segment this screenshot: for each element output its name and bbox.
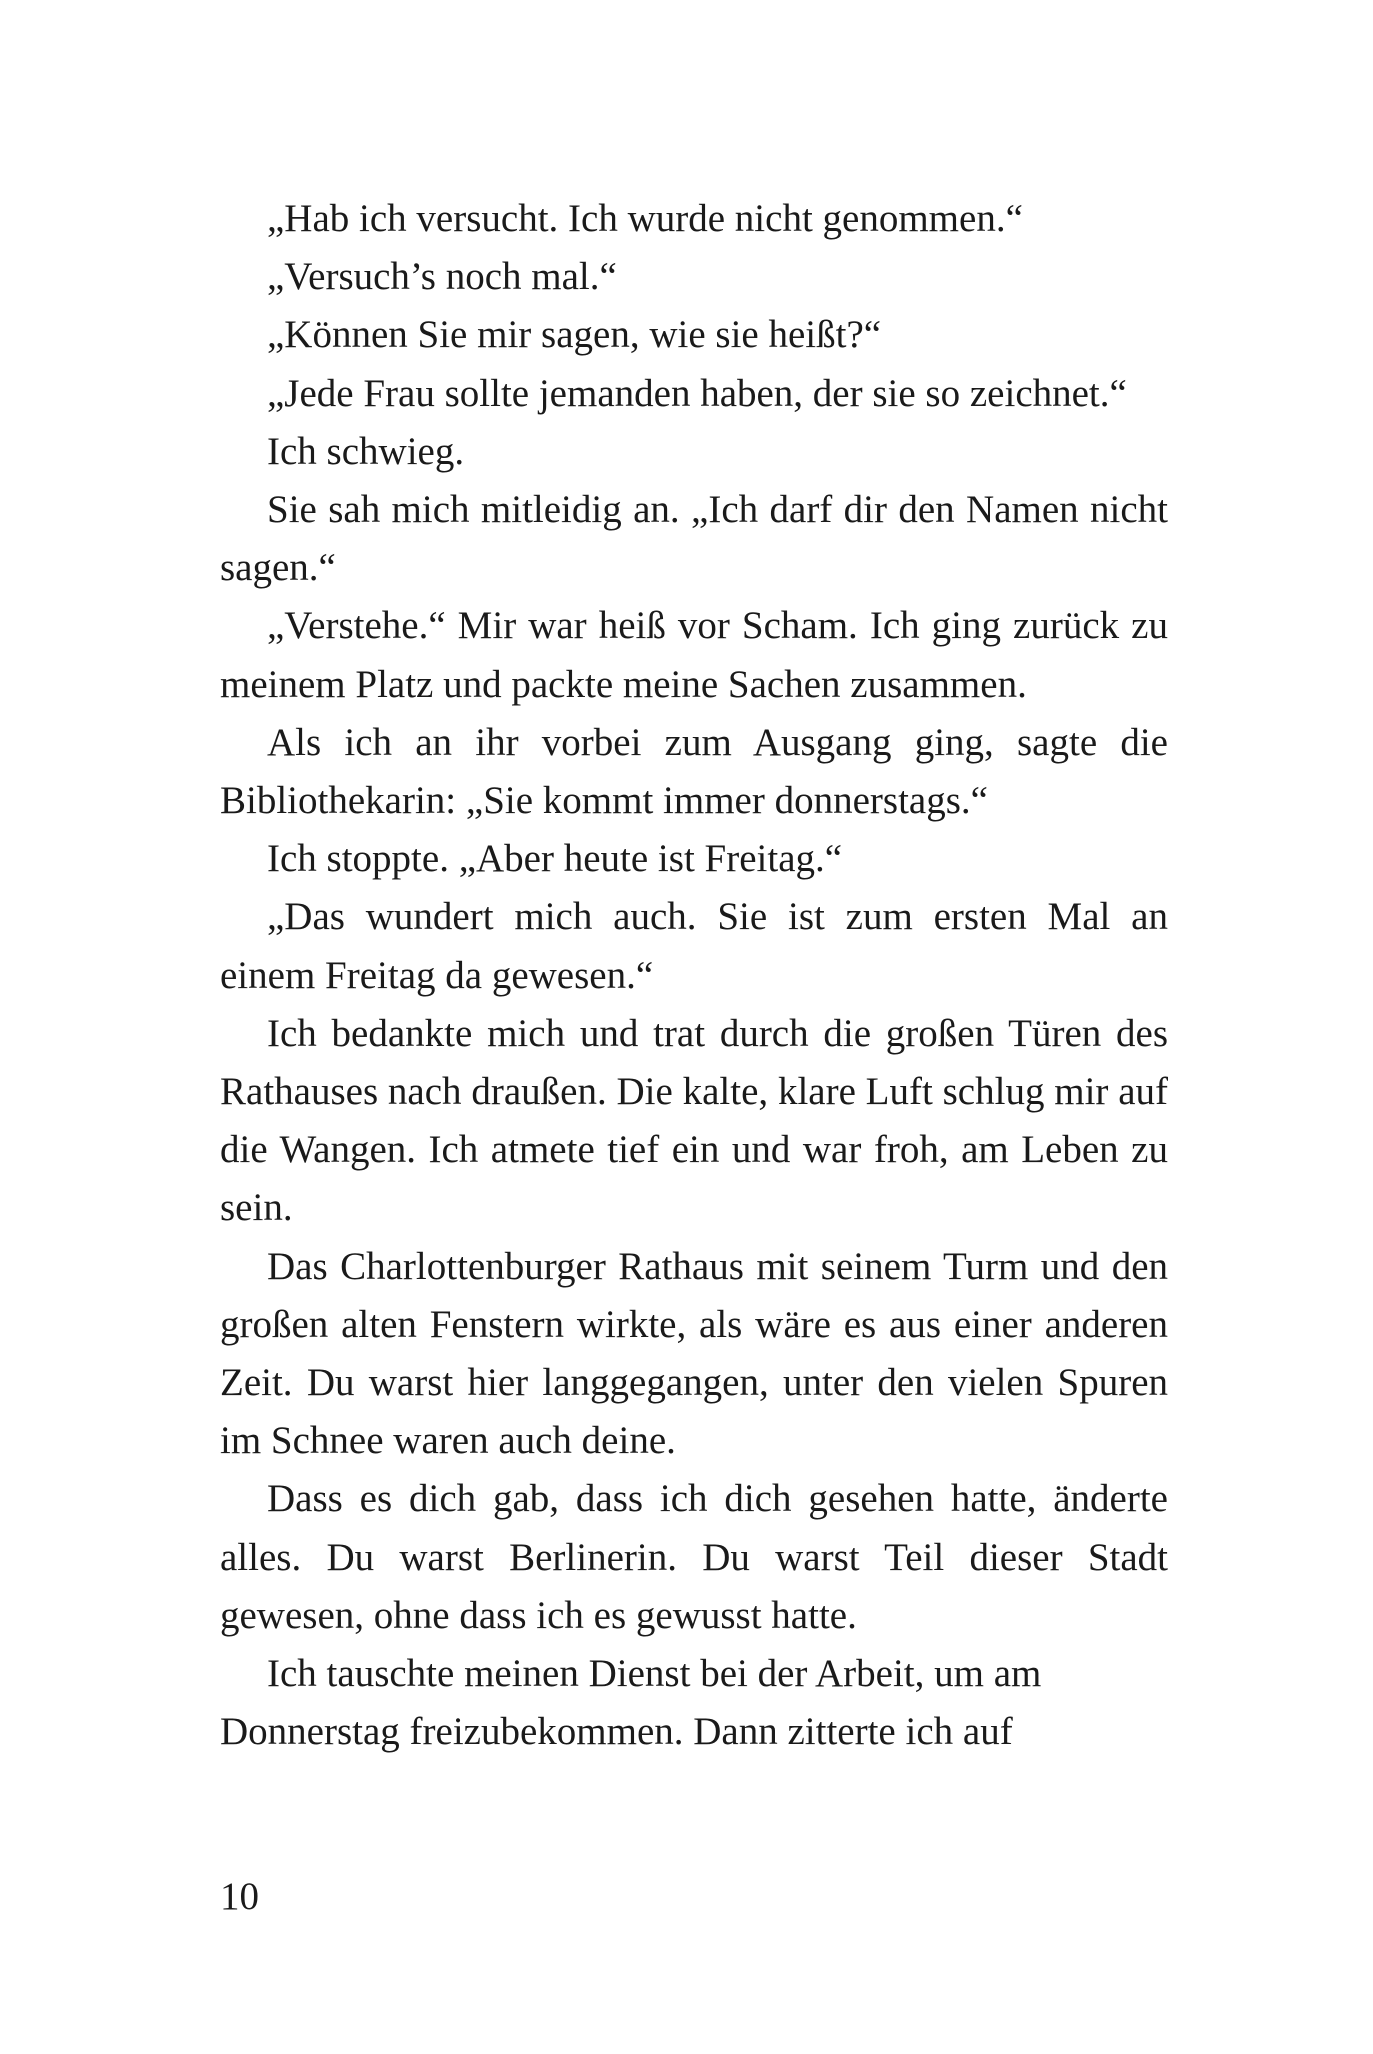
- paragraph: „Können Sie mir sagen, wie sie heißt?“: [267, 313, 882, 357]
- body-text: [220, 190, 1168, 1761]
- paragraph: Ich tauschte meinen Dienst bei der Arbeit, um am Donnerstag freizubekommen. Dann zitterte ich auf: [220, 1652, 1042, 1754]
- paragraph: Als ich an ihr vorbei zum Ausgang ging, sagte die Bibliothekarin: „Sie kommt immer donnerstags.“: [220, 720, 1168, 823]
- paragraph: Ich bedankte mich und trat durch die großen Türen des Rathauses nach draußen. Die kalte, klare Luft schlug mir auf die Wangen. Ich atmete tief ein und war froh, am Leben zu sein.: [220, 1011, 1168, 1230]
- paragraph: „Versuch’s noch mal.“: [267, 255, 617, 299]
- paragraph: „Verstehe.“ Mir war heiß vor Scham. Ich ging zurück zu meinem Platz und packte meine Sachen zusammen.: [220, 604, 1168, 706]
- paragraph: Das Charlottenburger Rathaus mit seinem Turm und den großen alten Fenstern wirkte, als wäre es aus einer anderen Zeit. Du warst hier langgegangen, unter den vielen Spuren im Schnee waren auch deine.: [220, 1244, 1168, 1463]
- paragraph: Ich schwieg.: [267, 429, 465, 473]
- paragraph: „Jede Frau sollte jemanden haben, der sie so zeichnet.“: [267, 371, 1127, 415]
- paragraph: Dass es dich gab, dass ich dich gesehen hatte, änderte alles. Du warst Berlinerin. Du warst Teil dieser Stadt gewesen, ohne dass ich es gewusst hatte.: [220, 1477, 1168, 1637]
- paragraph: Ich stoppte. „Aber heute ist Freitag.“: [267, 837, 843, 881]
- paragraph: „Das wundert mich auch. Sie ist zum ersten Mal an einem Freitag da gewesen.“: [220, 895, 1168, 997]
- paragraph: „Hab ich versucht. Ich wurde nicht genommen.“: [267, 197, 1023, 240]
- paragraph: Sie sah mich mitleidig an. „Ich darf dir den Namen nicht sagen.“: [220, 488, 1168, 590]
- page-number: 10: [220, 1875, 259, 1918]
